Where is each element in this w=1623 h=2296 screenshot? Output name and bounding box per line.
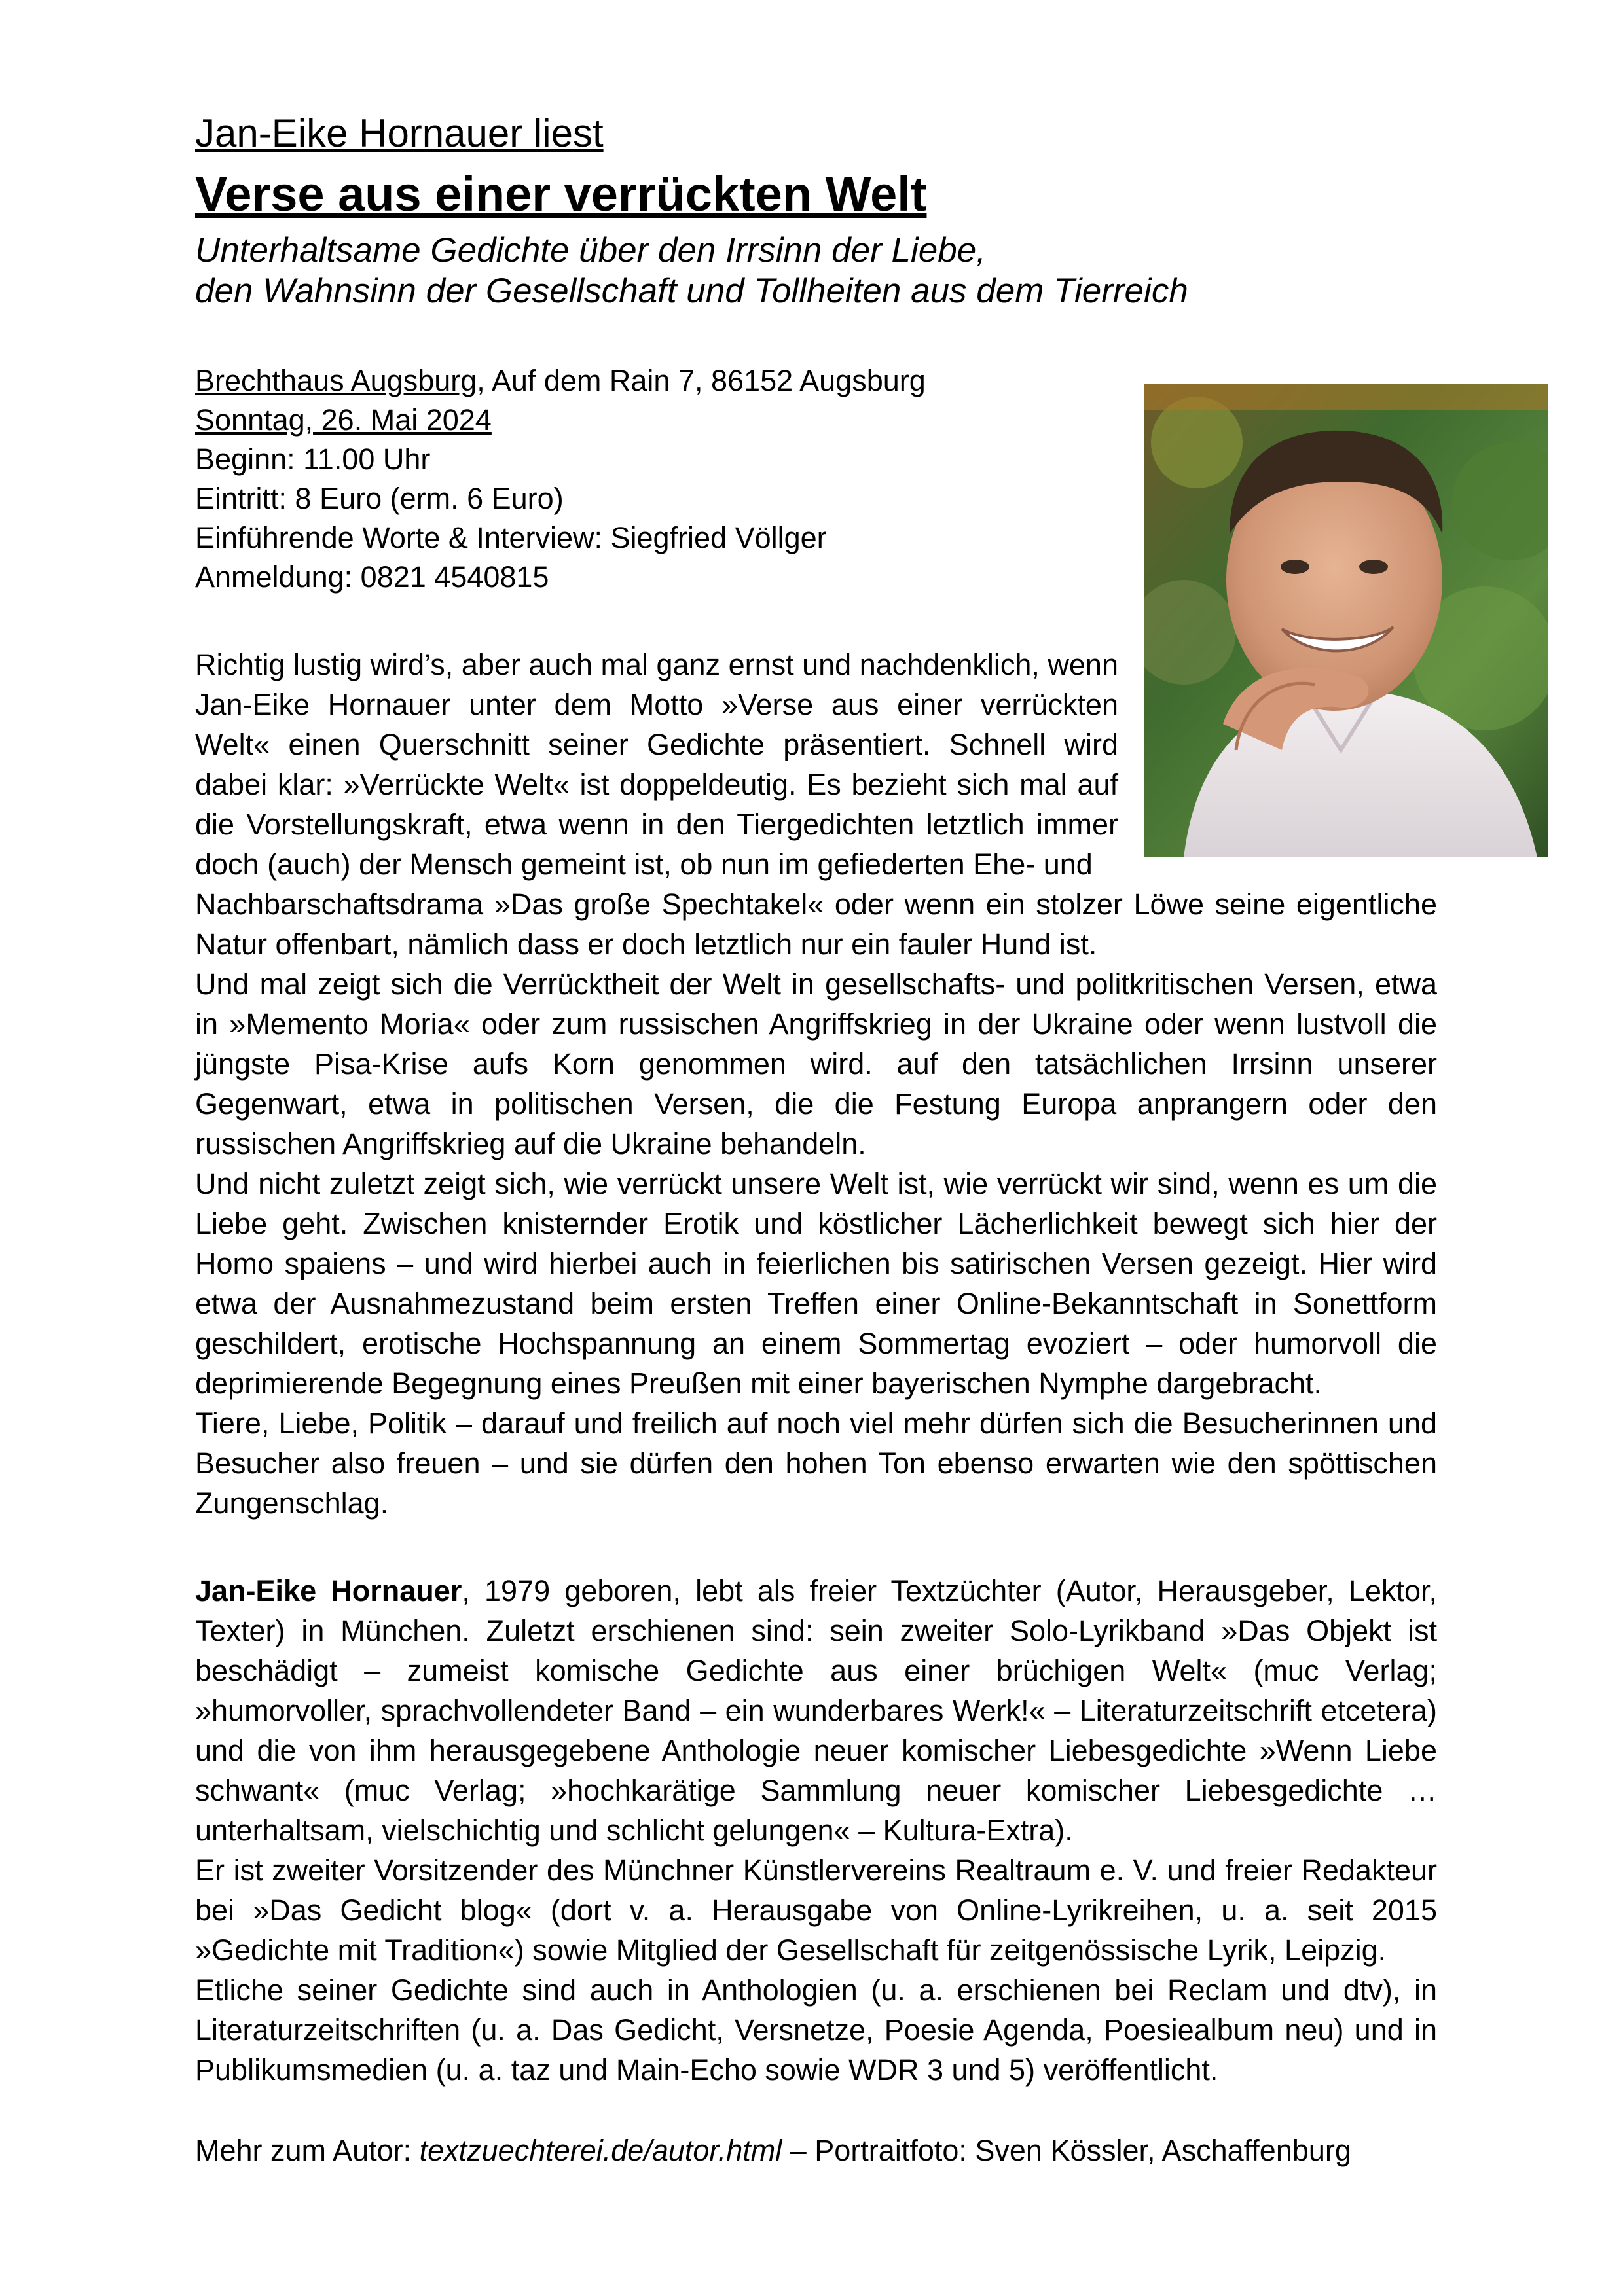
bio-paragraph-1: Jan-Eike Hornauer, 1979 geboren, lebt als freier Textzüchter (Autor, Herausgeber, Lektor, Texter) in München. Zuletzt erschienen sind: sein zweiter Solo-Lyrikband »Das Objekt ist beschädigt – zumeist komische Gedichte aus einer brüchigen Welt« (muc Verlag; »humorvoller, sprachvollendeter Band – ein wunderbares Werk!« – Literaturzeitschrift etcetera) und die von ihm herausgegebene Anthologie neuer komischer Liebesgedichte »Wenn Liebe schwant« (muc Verlag; »hochkarätige Sammlung neuer komischer Liebesgedichte … unterhaltsam, vielschichtig und schlicht gelungen« – Kultura-Extra). (195, 1574, 1437, 1847)
portrait-photo-icon (1144, 384, 1548, 857)
venue-name: Brechthaus Augsburg (195, 364, 477, 397)
venue-address: , Auf dem Rain 7, 86152 Augsburg (477, 364, 926, 397)
bio-paragraph-2: Er ist zweiter Vorsitzender des Münchner Künstlervereins Realtraum e. V. und freier Redakteur bei »Das Gedicht blog« (dort v. a. Herausgabe von Online-Lyrikreihen, u. a. seit 2015 »Gedichte mit Tradition«) sowie Mitglied der Gesellschaft für zeitgenössische Lyrik, Leipzig. (195, 1854, 1437, 1967)
event-info (195, 361, 926, 597)
author-website-link[interactable]: textzuechterei.de/autor.html (419, 2134, 782, 2167)
bio-paragraph-3: Etliche seiner Gedichte sind auch in Anthologien (u. a. erschienen bei Reclam und dtv), in Literaturzeitschriften (u. a. Das Gedicht, Versnetze, Poesie Agenda, Poesiealbum neu) und in Publikumsmedien (u. a. taz und Main-Echo sowie WDR 3 und 5) veröffentlicht. (195, 1973, 1437, 2087)
body-paragraph-1-continued: Nachbarschaftsdrama »Das große Spechtakel« oder wenn ein stolzer Löwe seine eigentliche Natur offenbart, nämlich dass er doch letztlich nur ein fauler Hund ist. (195, 888, 1437, 961)
bio-author-name: Jan-Eike Hornauer (195, 1574, 462, 1607)
subtitle-line-2: den Wahnsinn der Gesellschaft und Tollheiten aus dem Tierreich (195, 272, 1188, 310)
body-paragraph-4: Tiere, Liebe, Politik – darauf und freilich auf noch viel mehr dürfen sich die Besucherinnen und Besucher also freuen – und sie dürfen den hohen Ton ebenso erwarten wie den spöttischen Zungenschlag. (195, 1407, 1437, 1520)
body-paragraph-2: Und mal zeigt sich die Verrücktheit der Welt in gesellschafts- und politkritischen Versen, etwa in »Memento Moria« oder zum russischen Angriffskrieg in der Ukraine oder wenn lustvoll die jüngste Pisa-Krise aufs Korn genommen wird. auf den tatsächlichen Irrsinn unserer Gegenwart, etwa in politischen Versen, die die Festung Europa anprangern oder den russischen Angriffskrieg auf die Ukraine behandeln. (195, 967, 1437, 1160)
event-registration: Anmeldung: 0821 4540815 (195, 560, 549, 594)
event-date: Sonntag, 26. Mai 2024 (195, 403, 492, 437)
subtitle-line-1: Unterhaltsame Gedichte über den Irrsinn der Liebe, (195, 231, 986, 270)
body-paragraph-3: Und nicht zuletzt zeigt sich, wie verrückt unsere Welt ist, wie verrückt wir sind, wenn es um die Liebe geht. Zwischen knisternder Erotik und köstlicher Lächerlichkeit bewegt sich hier der Homo spaiens – und wird hierbei auch in feierlichen bis satirischen Versen gezeigt. Hier wird etwa der Ausnahmezustand beim ersten Treffen einer Online-Bekanntschaft in Sonettform geschildert, erotische Hochspannung an einem Sommertag evoziert – oder humorvoll die deprimierende Begegnung eines Preußen mit einer bayerischen Nymphe dargebracht. (195, 1167, 1437, 1400)
author-bio (195, 1571, 1437, 2090)
event-start: Beginn: 11.00 Uhr (195, 442, 431, 476)
body-paragraph-1: Richtig lustig wird’s, aber auch mal ganz ernst und nachdenklich, wenn Jan-Eike Hornauer unter dem Motto »Verse aus einer verrückten Welt« einen Querschnitt seiner Gedichte präsentiert. Schnell wird dabei klar: »Verrückte Welt« ist doppeldeutig. Es bezieht sich mal auf die Vorstellungskraft, etwa wenn in den Tiergedichten letztlich immer doch (auch) der Mensch gemeint ist, ob nun im gefiederten Ehe- und (195, 648, 1118, 881)
event-admission: Eintritt: 8 Euro (erm. 6 Euro) (195, 482, 564, 515)
subtitle (195, 230, 1188, 312)
venue-line (195, 361, 926, 401)
event-intro: Einführende Worte & Interview: Siegfried Völlger (195, 521, 827, 554)
page-title: Verse aus einer verrückten Welt (195, 167, 927, 221)
author-portrait-photo (1144, 384, 1548, 857)
footer-credits: Mehr zum Autor: textzuechterei.de/autor.html – Portraitfoto: Sven Kössler, Aschaffenburg (195, 2134, 1351, 2167)
body-paragraphs (195, 884, 1437, 1523)
reading-kicker: Jan-Eike Hornauer liest (195, 111, 604, 155)
